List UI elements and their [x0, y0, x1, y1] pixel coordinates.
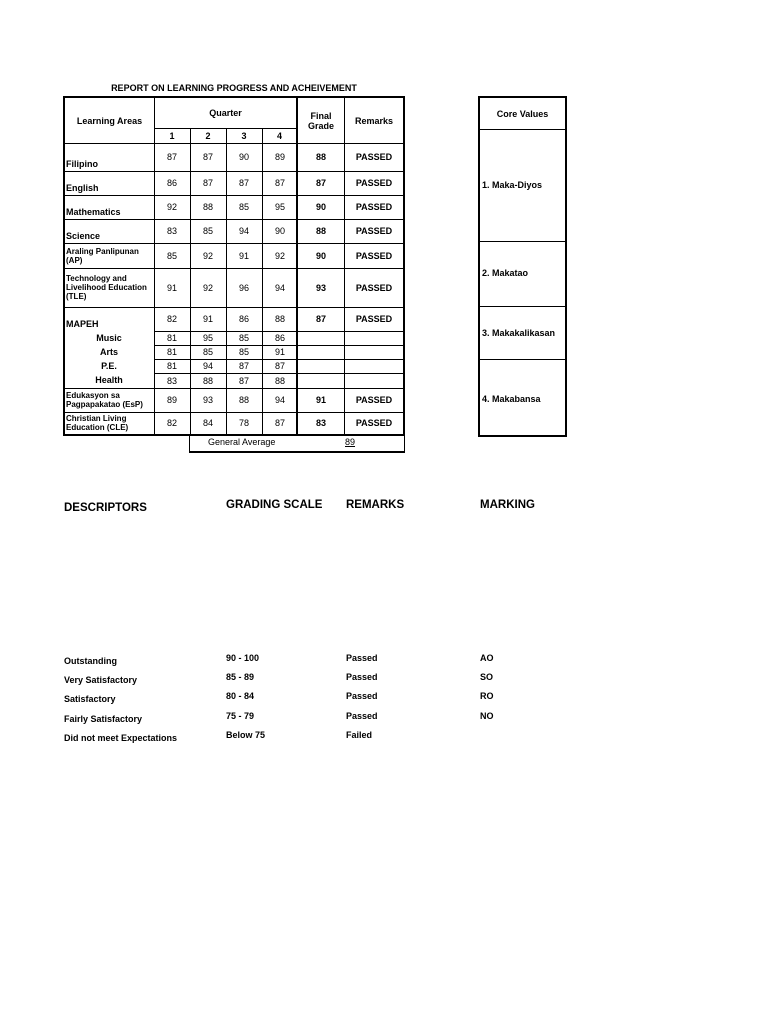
- grading-scale-heading: GRADING SCALE: [226, 499, 323, 511]
- quarter-1-grade: 89: [166, 395, 177, 405]
- grade-range: 85 - 89: [226, 672, 255, 682]
- quarter-1-grade: 81: [166, 333, 177, 343]
- final-grade: [298, 345, 344, 359]
- quarter-2-grade: 88: [202, 375, 213, 386]
- quarter-2-grade: 92: [202, 250, 213, 261]
- grades-table: [63, 96, 405, 436]
- final-grade: [298, 359, 344, 373]
- quarter-2-grade: 88: [202, 202, 213, 212]
- subject-label: Filipino: [66, 159, 98, 169]
- final-grade: 90: [315, 250, 326, 261]
- header-remarks: Remarks: [354, 115, 394, 126]
- core-value-item: 2. Makatao: [482, 268, 529, 278]
- subject-label: Edukasyon sa Pagpapakatao (EsP): [66, 391, 143, 409]
- final-grade: 88: [315, 152, 326, 162]
- grade-range: Below 75: [226, 730, 266, 740]
- remarks-value: PASSED: [355, 418, 393, 428]
- scale-remark: Passed: [346, 691, 378, 701]
- quarter-1-grade: 81: [166, 361, 177, 371]
- quarter-4-grade: 87: [274, 418, 285, 428]
- quarter-2-grade: 91: [202, 314, 213, 324]
- remarks-value: PASSED: [355, 282, 393, 293]
- header-quarter: Quarter: [209, 108, 242, 118]
- quarter-1-grade: 82: [166, 314, 177, 324]
- quarter-3-grade: 87: [238, 178, 249, 188]
- core-values-header: Core Values: [496, 108, 549, 119]
- header-q4: 4: [276, 130, 282, 141]
- final-grade: 87: [315, 314, 326, 324]
- subject-label: P.E.: [101, 360, 117, 371]
- header-final-grade: Final Grade: [307, 110, 334, 131]
- header-q3: 3: [241, 130, 247, 141]
- subject-label: Science: [66, 231, 101, 241]
- remarks-value: PASSED: [355, 152, 393, 162]
- quarter-3-grade: 87: [238, 375, 249, 386]
- quarter-1-grade: 83: [166, 226, 177, 236]
- quarter-4-grade: 89: [274, 152, 285, 162]
- scale-remark: Passed: [346, 711, 378, 721]
- quarter-4-grade: 94: [274, 282, 285, 293]
- quarter-4-grade: 90: [274, 226, 285, 236]
- final-grade: 93: [315, 282, 326, 293]
- quarter-1-grade: 92: [166, 202, 177, 212]
- remarks-value: [345, 345, 403, 359]
- report-title: REPORT ON LEARNING PROGRESS AND ACHEIVEMENT: [111, 83, 357, 93]
- subject-label: Mathematics: [66, 207, 121, 217]
- quarter-2-grade: 84: [202, 418, 213, 428]
- remarks-value: [345, 359, 403, 373]
- subject-label: Araling Panlipunan (AP): [66, 246, 139, 265]
- remarks-value: PASSED: [355, 314, 393, 324]
- grade-range: 75 - 79: [226, 711, 255, 721]
- general-average-row: [189, 435, 405, 453]
- quarter-3-grade: 85: [238, 333, 249, 343]
- general-average-value: 89: [345, 437, 356, 447]
- header-q1: 1: [169, 130, 175, 141]
- grade-range: 90 - 100: [226, 653, 260, 663]
- core-value-item: 1. Maka-Diyos: [482, 180, 543, 190]
- quarter-4-grade: 87: [274, 361, 285, 371]
- descriptor-label: Did not meet Expectations: [64, 733, 178, 743]
- subject-label: Health: [95, 375, 123, 385]
- quarter-3-grade: 87: [238, 361, 249, 371]
- final-grade: 90: [315, 202, 326, 212]
- quarter-4-grade: 92: [274, 250, 285, 261]
- quarter-2-grade: 95: [202, 333, 213, 343]
- final-grade: [298, 331, 344, 345]
- subject-label: Christian Living Education (CLE): [66, 414, 129, 432]
- remarks-heading: REMARKS: [346, 499, 405, 511]
- subject-label: Music: [96, 332, 122, 343]
- quarter-3-grade: 85: [238, 202, 249, 212]
- marking-code: NO: [480, 711, 494, 721]
- marking-code: RO: [480, 691, 494, 701]
- grade-range: 80 - 84: [226, 691, 255, 701]
- subject-label: MAPEH: [66, 319, 99, 329]
- quarter-2-grade: 94: [202, 361, 213, 371]
- quarter-3-grade: 86: [238, 314, 249, 324]
- subject-label: English: [66, 183, 99, 193]
- subject-label: Technology and Livelihood Education (TLE): [66, 274, 147, 301]
- subject-label: Arts: [99, 346, 118, 357]
- remarks-value: PASSED: [355, 178, 393, 188]
- quarter-4-grade: 87: [274, 178, 285, 188]
- quarter-2-grade: 85: [202, 347, 213, 357]
- quarter-4-grade: 91: [274, 347, 285, 357]
- core-value-item: 4. Makabansa: [482, 394, 541, 404]
- quarter-4-grade: 95: [274, 202, 285, 212]
- descriptor-label: Very Satisfactory: [64, 675, 138, 685]
- quarter-3-grade: 91: [238, 250, 249, 261]
- scale-remark: Passed: [346, 672, 378, 682]
- descriptor-label: Outstanding: [64, 656, 117, 666]
- remarks-value: [345, 373, 403, 388]
- quarter-1-grade: 81: [166, 347, 177, 357]
- quarter-3-grade: 90: [238, 152, 249, 162]
- header-q2: 2: [205, 130, 211, 141]
- final-grade: 88: [315, 226, 326, 236]
- marking-code: AO: [480, 653, 494, 663]
- quarter-1-grade: 82: [166, 418, 177, 428]
- quarter-1-grade: 87: [166, 152, 177, 162]
- quarter-4-grade: 86: [274, 333, 285, 343]
- general-average-label: General Average: [208, 437, 276, 447]
- quarter-4-grade: 88: [274, 375, 285, 386]
- quarter-2-grade: 85: [202, 226, 213, 236]
- scale-remark: Failed: [346, 730, 373, 740]
- remarks-value: PASSED: [355, 250, 393, 261]
- descriptors-heading: DESCRIPTORS: [64, 502, 147, 514]
- quarter-3-grade: 85: [238, 347, 249, 357]
- scale-remark: Passed: [346, 653, 378, 663]
- final-grade: 83: [315, 418, 326, 428]
- quarter-1-grade: 86: [166, 178, 177, 188]
- core-value-item: 3. Makakalikasan: [482, 328, 556, 338]
- remarks-value: PASSED: [355, 202, 393, 212]
- quarter-3-grade: 88: [238, 395, 249, 405]
- descriptor-label: Fairly Satisfactory: [64, 714, 143, 724]
- quarter-4-grade: 88: [274, 314, 285, 324]
- marking-heading: MARKING: [480, 499, 535, 511]
- quarter-4-grade: 94: [274, 395, 285, 405]
- final-grade: 87: [315, 178, 326, 188]
- remarks-value: PASSED: [355, 395, 393, 405]
- quarter-2-grade: 87: [202, 152, 213, 162]
- quarter-1-grade: 91: [166, 282, 177, 293]
- quarter-3-grade: 94: [238, 226, 249, 236]
- descriptor-label: Satisfactory: [64, 694, 116, 704]
- quarter-3-grade: 96: [238, 282, 249, 293]
- quarter-3-grade: 78: [238, 418, 249, 428]
- core-values-table: [478, 96, 567, 437]
- final-grade: [298, 373, 344, 388]
- quarter-2-grade: 93: [202, 395, 213, 405]
- quarter-1-grade: 85: [166, 250, 177, 261]
- header-learning-areas: Learning Areas: [76, 115, 143, 126]
- marking-code: SO: [480, 672, 494, 682]
- final-grade: 91: [315, 395, 326, 405]
- remarks-value: PASSED: [355, 226, 393, 236]
- remarks-value: [345, 331, 403, 345]
- quarter-1-grade: 83: [166, 375, 177, 386]
- quarter-2-grade: 92: [202, 282, 213, 293]
- quarter-2-grade: 87: [202, 178, 213, 188]
